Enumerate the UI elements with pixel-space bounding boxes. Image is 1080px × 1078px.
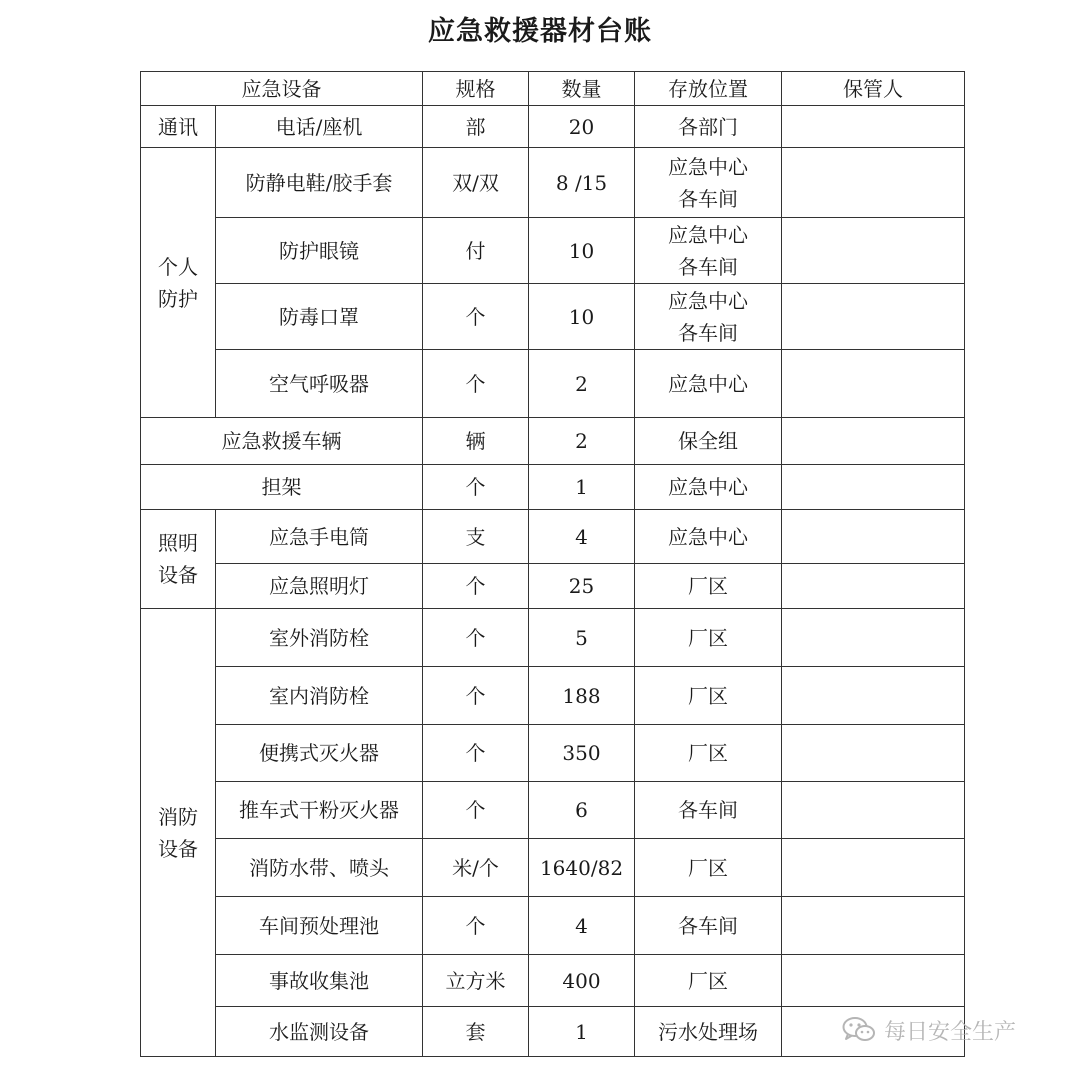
table-row [141, 284, 965, 350]
quantity-cell: 5 [529, 609, 635, 667]
keeper-cell [782, 839, 965, 897]
spec-cell: 套 [423, 1007, 529, 1057]
quantity-cell: 1640/82 [529, 839, 635, 897]
category-cell: 照明 设备 [141, 510, 216, 609]
equipment-name-cell: 应急照明灯 [216, 564, 423, 609]
quantity-cell: 10 [529, 218, 635, 284]
keeper-cell [782, 284, 965, 350]
quantity-cell: 1 [529, 465, 635, 510]
table-row [141, 609, 965, 667]
equipment-name-cell: 便携式灭火器 [216, 725, 423, 782]
spec-cell: 双/双 [423, 148, 529, 218]
spec-cell: 个 [423, 725, 529, 782]
equipment-name-cell: 防静电鞋/胶手套 [216, 148, 423, 218]
equipment-name-cell: 消防水带、喷头 [216, 839, 423, 897]
table-row [141, 510, 965, 564]
location-cell: 应急中心 [635, 465, 782, 510]
quantity-cell: 25 [529, 564, 635, 609]
table-row [141, 350, 965, 418]
keeper-cell [782, 897, 965, 955]
table-row [141, 418, 965, 465]
table-row [141, 1007, 965, 1057]
quantity-cell: 1 [529, 1007, 635, 1057]
spec-cell: 个 [423, 782, 529, 839]
equipment-name-cell: 防毒口罩 [216, 284, 423, 350]
keeper-cell [782, 667, 965, 725]
spec-cell: 个 [423, 897, 529, 955]
location-cell: 厂区 [635, 955, 782, 1007]
table-row [141, 955, 965, 1007]
equipment-name-cell: 推车式干粉灭火器 [216, 782, 423, 839]
page-title: 应急救援器材台账 [428, 16, 652, 47]
location-cell: 各车间 [635, 897, 782, 955]
keeper-cell [782, 218, 965, 284]
table-row [141, 106, 965, 148]
watermark-text: 每日安全生产 [884, 1019, 1017, 1045]
keeper-cell [782, 418, 965, 465]
category-cell: 个人 防护 [141, 148, 216, 418]
spec-cell: 个 [423, 284, 529, 350]
table-row [141, 667, 965, 725]
category-cell: 通讯 [141, 106, 216, 148]
location-cell: 应急中心 [635, 510, 782, 564]
header-keeper: 保管人 [782, 72, 965, 106]
location-cell: 各车间 [635, 782, 782, 839]
table-header-row [141, 72, 965, 106]
spec-cell: 个 [423, 667, 529, 725]
keeper-cell [782, 564, 965, 609]
location-cell: 应急中心 [635, 350, 782, 418]
quantity-cell: 20 [529, 106, 635, 148]
table-row [141, 564, 965, 609]
spec-cell: 个 [423, 350, 529, 418]
equipment-name-cell: 电话/座机 [216, 106, 423, 148]
table-row [141, 725, 965, 782]
keeper-cell [782, 510, 965, 564]
keeper-cell [782, 465, 965, 510]
spec-cell: 支 [423, 510, 529, 564]
wechat-icon [842, 1016, 876, 1044]
table-row [141, 465, 965, 510]
spec-cell: 立方米 [423, 955, 529, 1007]
location-cell: 保全组 [635, 418, 782, 465]
keeper-cell [782, 106, 965, 148]
spec-cell: 付 [423, 218, 529, 284]
keeper-cell [782, 609, 965, 667]
keeper-cell [782, 782, 965, 839]
header-location: 存放位置 [635, 72, 782, 106]
keeper-cell [782, 725, 965, 782]
equipment-ledger-table [140, 71, 965, 1057]
table-row [141, 839, 965, 897]
quantity-cell: 400 [529, 955, 635, 1007]
quantity-cell: 6 [529, 782, 635, 839]
spec-cell: 辆 [423, 418, 529, 465]
location-cell: 厂区 [635, 609, 782, 667]
spec-cell: 部 [423, 106, 529, 148]
quantity-cell: 188 [529, 667, 635, 725]
keeper-cell [782, 148, 965, 218]
location-cell: 应急中心 各车间 [635, 148, 782, 218]
table-row [141, 897, 965, 955]
table-row [141, 148, 965, 218]
quantity-cell: 8 /15 [529, 148, 635, 218]
location-cell: 应急中心 各车间 [635, 284, 782, 350]
quantity-cell: 4 [529, 897, 635, 955]
location-cell: 厂区 [635, 564, 782, 609]
keeper-cell [782, 350, 965, 418]
header-quantity: 数量 [529, 72, 635, 106]
location-cell: 厂区 [635, 839, 782, 897]
spec-cell: 米/个 [423, 839, 529, 897]
location-cell: 应急中心 各车间 [635, 218, 782, 284]
equipment-name-cell: 水监测设备 [216, 1007, 423, 1057]
location-cell: 厂区 [635, 725, 782, 782]
spec-cell: 个 [423, 465, 529, 510]
equipment-name-cell: 室内消防栓 [216, 667, 423, 725]
location-cell: 各部门 [635, 106, 782, 148]
table-row [141, 782, 965, 839]
watermark [842, 1010, 1016, 1050]
equipment-name-cell: 应急救援车辆 [141, 418, 423, 465]
quantity-cell: 2 [529, 350, 635, 418]
spec-cell: 个 [423, 564, 529, 609]
equipment-name-cell: 室外消防栓 [216, 609, 423, 667]
spec-cell: 个 [423, 609, 529, 667]
keeper-cell [782, 955, 965, 1007]
table-row [141, 218, 965, 284]
location-cell: 厂区 [635, 667, 782, 725]
quantity-cell: 10 [529, 284, 635, 350]
equipment-name-cell: 防护眼镜 [216, 218, 423, 284]
header-equipment: 应急设备 [141, 72, 423, 106]
quantity-cell: 4 [529, 510, 635, 564]
quantity-cell: 350 [529, 725, 635, 782]
equipment-name-cell: 空气呼吸器 [216, 350, 423, 418]
equipment-name-cell: 事故收集池 [216, 955, 423, 1007]
header-spec: 规格 [423, 72, 529, 106]
quantity-cell: 2 [529, 418, 635, 465]
equipment-name-cell: 担架 [141, 465, 423, 510]
location-cell: 污水处理场 [635, 1007, 782, 1057]
equipment-name-cell: 应急手电筒 [216, 510, 423, 564]
equipment-name-cell: 车间预处理池 [216, 897, 423, 955]
category-cell: 消防 设备 [141, 609, 216, 1057]
